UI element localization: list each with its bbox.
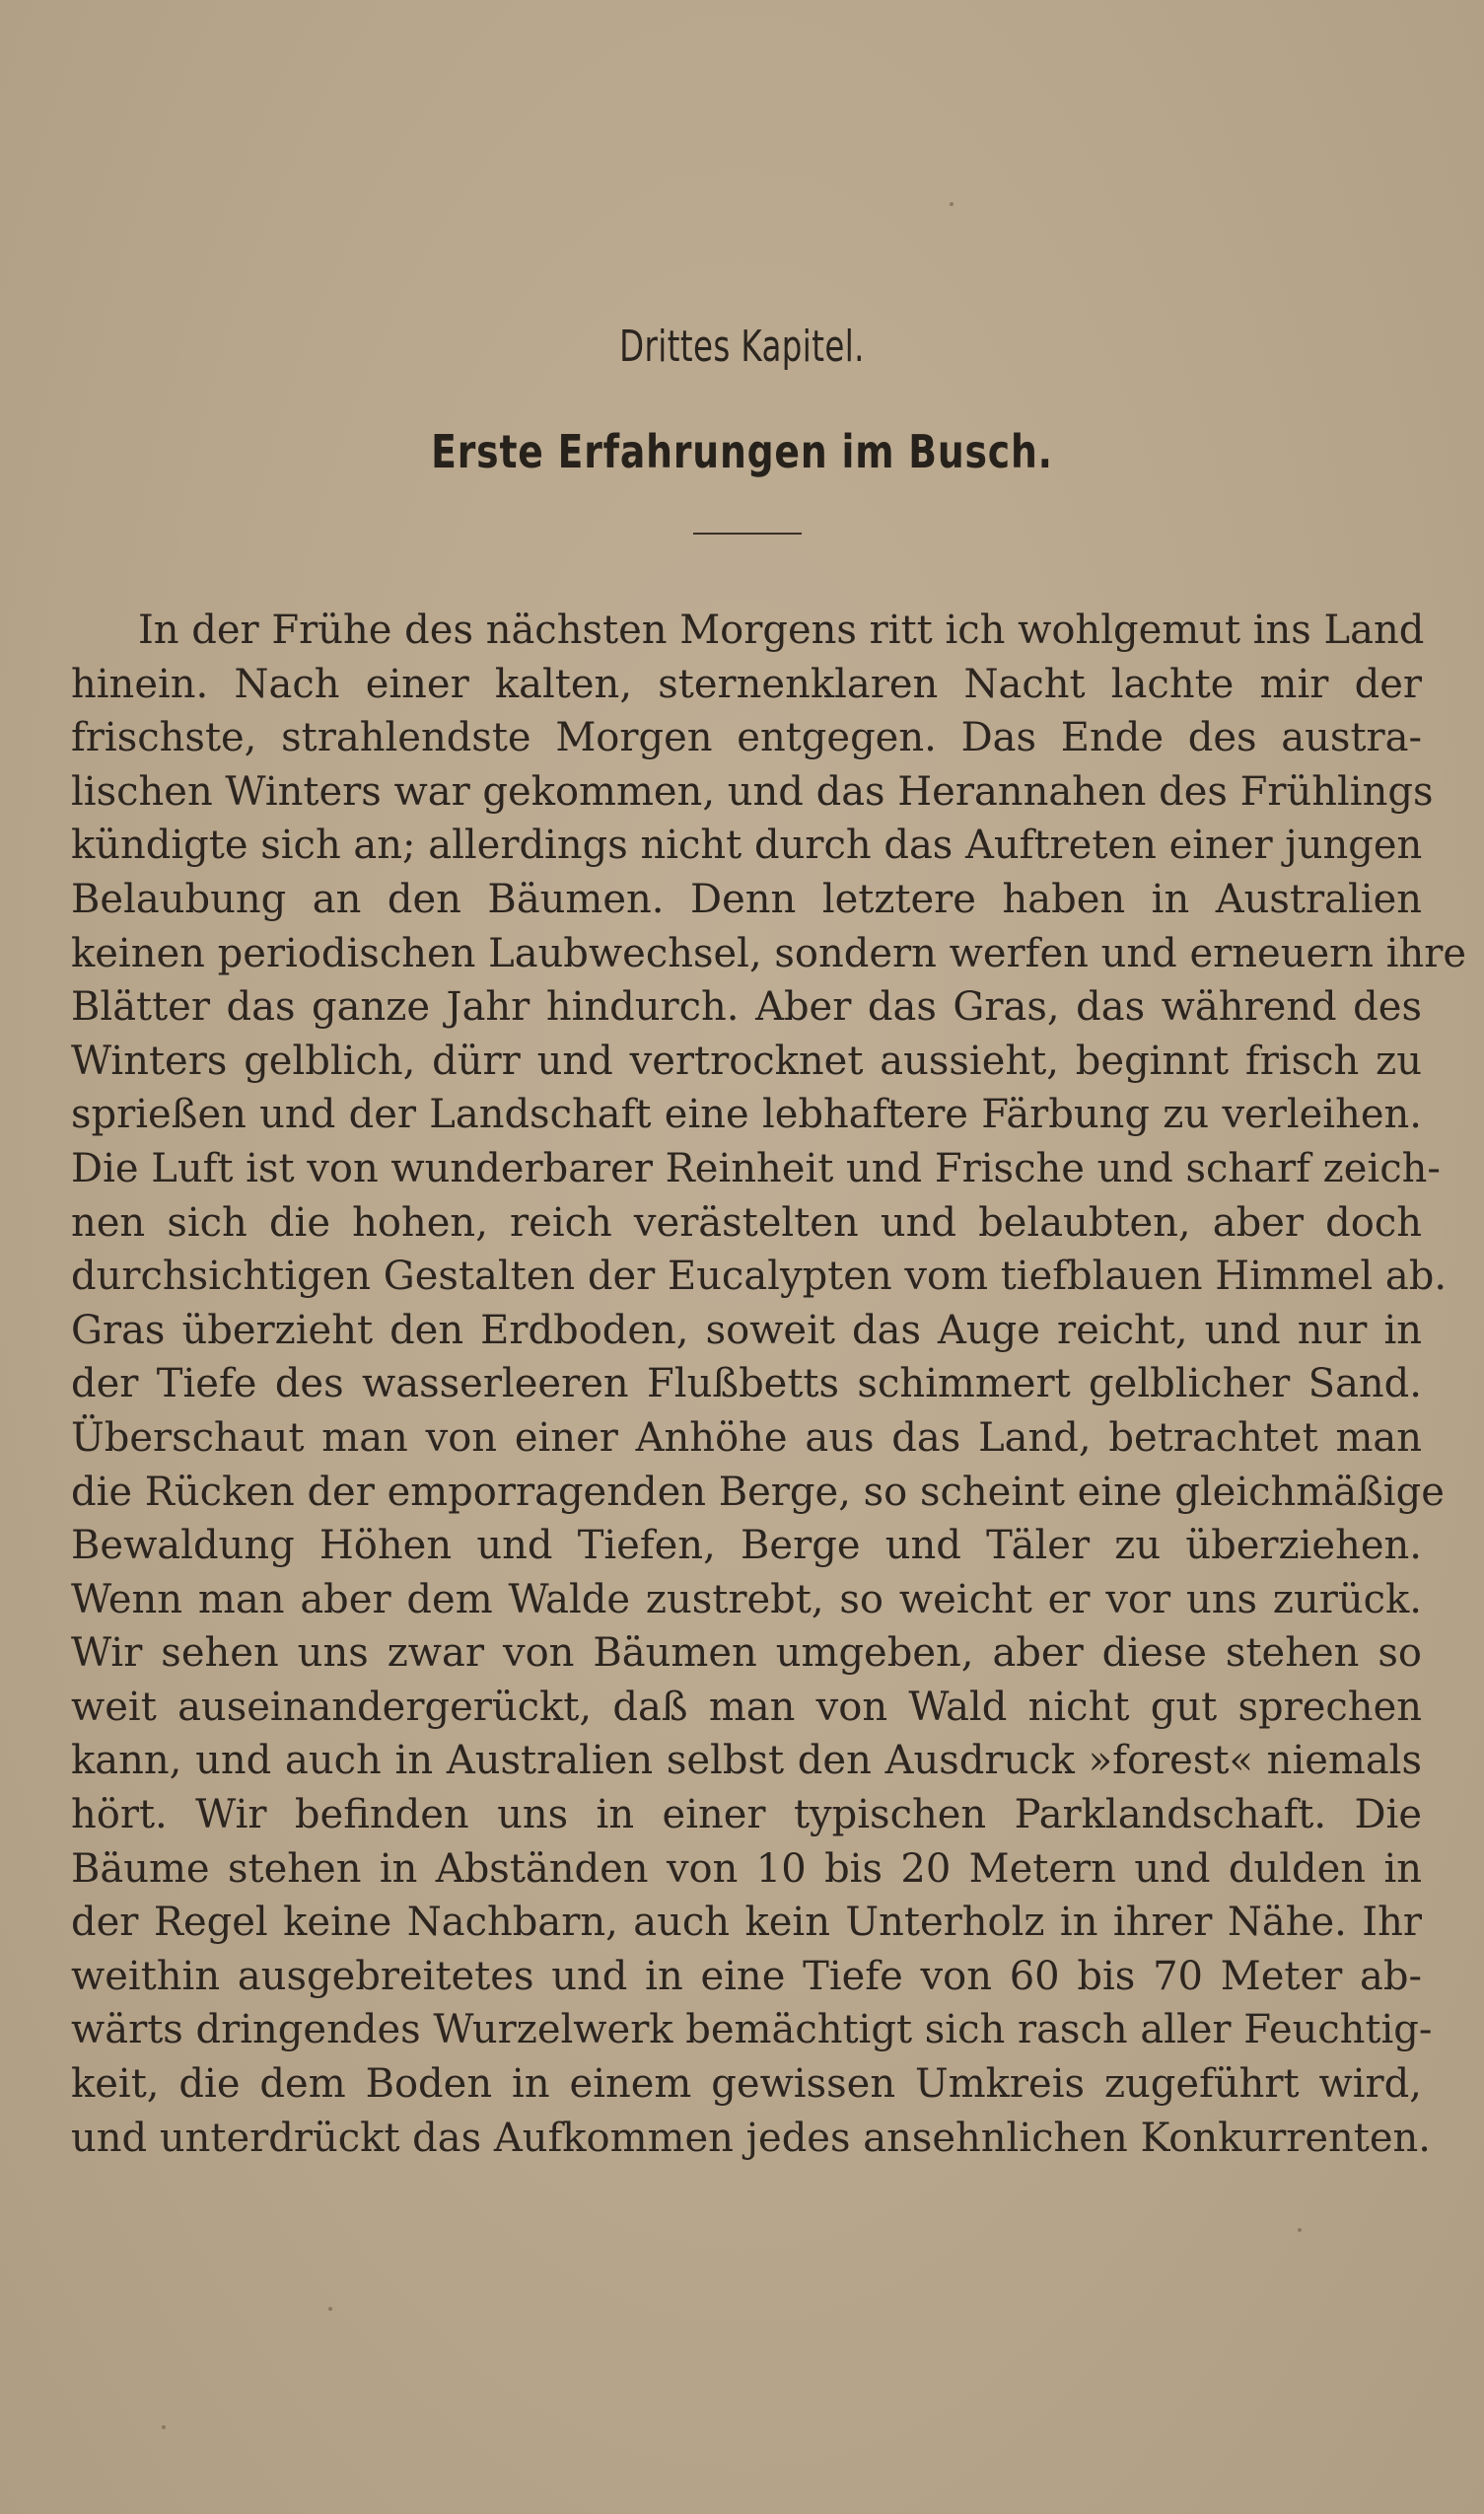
text-line: Bewaldung Höhen und Tiefen, Berge und Täler zu überziehen. (71, 1523, 1422, 1569)
text-line: keit, die dem Boden in einem gewissen Umkreis zugeführt wird, (71, 2061, 1422, 2108)
text-line: die Rücken der emporragenden Berge, so scheint eine gleichmäßige (71, 1469, 1445, 1515)
text-line-last: und unterdrückt das Aufkommen jedes ansehnlichen Konkurrenten. (71, 2115, 1432, 2161)
chapter-title: Erste Erfahrungen im Busch. (431, 425, 1053, 478)
paper-speck (1298, 2228, 1302, 2232)
text-line: Bäume stehen in Abständen von 10 bis 20 Metern und dulden in (71, 1845, 1422, 1892)
paper-speck (162, 2425, 166, 2429)
paper-speck (950, 202, 954, 206)
text-line: der Tiefe des wasserleeren Flußbetts schimmert gelblicher Sand. (71, 1361, 1422, 1407)
text-line: hört. Wir befinden uns in einer typischen Parklandschaft. Die (71, 1792, 1422, 1838)
text-line: In der Frühe des nächsten Morgens ritt ich wohlgemut ins Land (138, 608, 1425, 653)
text-line: sprießen und der Landschaft eine lebhaftere Färbung zu verleihen. (71, 1092, 1422, 1138)
text-line: Die Luft ist von wunderbarer Reinheit und Frische und scharf zeich- (71, 1145, 1441, 1191)
text-line: nen sich die hohen, reich verästelten und belaubten, aber doch (71, 1199, 1422, 1246)
text-line: frischste, strahlendste Morgen entgegen. Das Ende des austra- (71, 715, 1422, 761)
text-line: hinein. Nach einer kalten, sternenklaren Nacht lachte mir der (71, 661, 1422, 707)
text-line: weit auseinandergerückt, daß man von Wald nicht gut sprechen (71, 1684, 1422, 1730)
text-line: Wir sehen uns zwar von Bäumen umgeben, aber diese stehen so (71, 1630, 1422, 1677)
text-line: Belaubung an den Bäumen. Denn letztere haben in Australien (71, 876, 1422, 922)
text-line: Wenn man aber dem Walde zustrebt, so weicht er vor uns zurück. (71, 1576, 1422, 1622)
text-line: kann, und auch in Australien selbst den Ausdruck »forest« niemals (71, 1738, 1422, 1784)
chapter-number: Drittes Kapitel. (619, 322, 865, 372)
text-line: Überschaut man von einer Anhöhe aus das Land, betrachtet man (71, 1414, 1422, 1461)
body-paragraph (71, 604, 1467, 2165)
title-divider (693, 533, 802, 535)
paper-speck (328, 2307, 332, 2311)
text-line: keinen periodischen Laubwechsel, sondern werfen und erneuern ihre (71, 930, 1467, 976)
text-line: Winters gelblich, dürr und vertrocknet aussieht, beginnt frisch zu (71, 1038, 1422, 1084)
text-line: der Regel keine Nachbarn, auch kein Unterholz in ihrer Nähe. Ihr (71, 1900, 1422, 1946)
text-line: wärts dringendes Wurzelwerk bemächtigt sich rasch aller Feuchtig- (71, 2007, 1433, 2053)
text-line: kündigte sich an; allerdings nicht durch das Auftreten einer jungen (71, 823, 1423, 869)
text-line: lischen Winters war gekommen, und das Herannahen des Frühlings (71, 768, 1434, 815)
text-line: weithin ausgebreitetes und in eine Tiefe von 60 bis 70 Meter ab- (71, 1953, 1422, 1999)
text-line: durchsichtigen Gestalten der Eucalypten vom tiefblauen Himmel ab. (71, 1254, 1448, 1300)
text-line: Gras überzieht den Erdboden, soweit das Auge reicht, und nur in (71, 1307, 1422, 1353)
text-line: Blätter das ganze Jahr hindurch. Aber das Gras, das während des (71, 984, 1422, 1031)
